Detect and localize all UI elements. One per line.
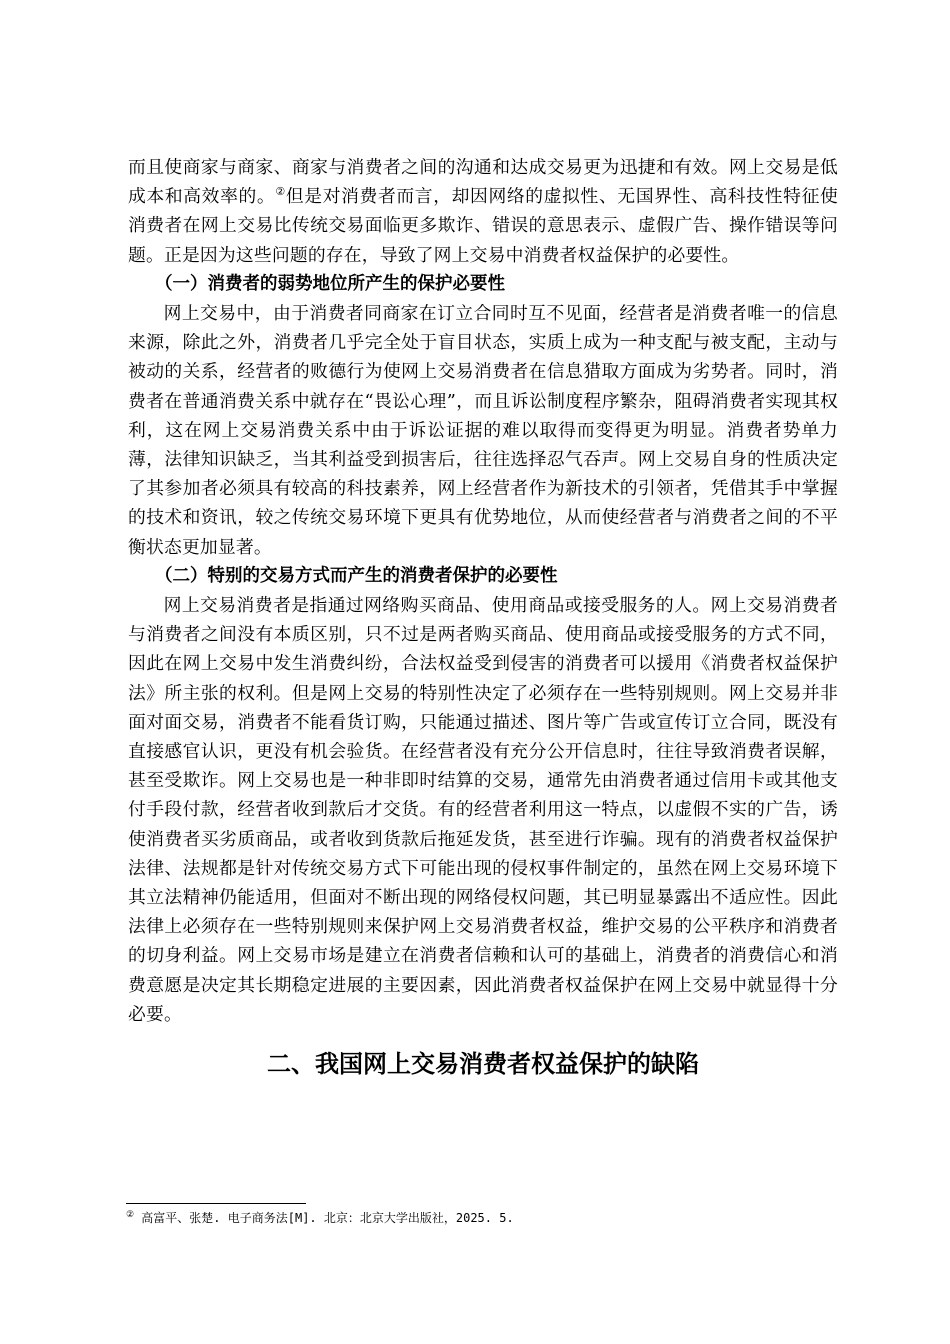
subheading-2: （二）特别的交易方式而产生的消费者保护的必要性 (155, 565, 558, 586)
body-paragraph-2: 网上交易消费者是指通过网络购买商品、使用商品或接受服务的人。网上交易消费者与消费者之间没有本质区别，只不过是两者购买商品、使用商品或接受服务的方式不同，因此在网上交易中发生消费纠纷，合法权益受到侵害的消费者可以援用《消费者权益保护法》所主张的权利。但是网上交易的特别性决定了必须存在一些特别规则。网上交易并非面对面交易，消费者不能看货订购，只能通过描述、图片等广告或宣传订立合同，既没有直接感官认识，更没有机会验货。在经营者没有充分公开信息时，往往导致消费者误解，甚至受欺诈。网上交易也是一种非即时结算的交易，通常先由消费者通过信用卡或其他支付手段付款，经营者收到款后才交货。有的经营者利用这一特点，以虚假不实的广告，诱使消费者买劣质商品，或者收到货款后拖延发货，甚至进行诈骗。现有的消费者权益保护法律、法规都是针对传统交易方式下可能出现的侵权事件制定的，虽然在网上交易环境下其立法精神仍能适用，但面对不断出现的网络侵权问题，其已明显暴露出不适应性。因此法律上必须存在一些特别规则来保护网上交易消费者权益，维护交易的公平秩序和消费者的切身利益。网上交易市场是建立在消费者信赖和认可的基础上，消费者的消费信心和消费意愿是决定其长期稳定进展的主要因素，因此消费者权益保护在网上交易中就显得十分必要。 (128, 595, 838, 1025)
footnote-mark: ② (126, 1210, 135, 1220)
document-body (128, 153, 838, 1081)
footnote (126, 1210, 514, 1226)
footnote-separator (126, 1203, 306, 1204)
footnote-text: 高富平、张楚. 电子商务法[M]. 北京：北京大学出版社，2025. 5. (134, 1211, 514, 1225)
intro-paragraph (128, 153, 838, 270)
intro-text-part2: 但是对消费者而言，却因网络的虚拟性、无国界性、高科技性特征使消费者在网上交易比传统交易面临更多欺诈、错误的意思表示、虚假广告、操作错误等问题。正是因为这些问题的存在，导致了网上交易中消费者权益保护的必要性。 (128, 186, 838, 266)
intro-text-part1: 而且使商家与商家、商家与消费者之间的沟通和达成交易更为迅捷和有效。网上交易是低成本和高效率的。 (128, 157, 838, 208)
footnote-reference[interactable]: ② (275, 185, 286, 199)
section-title: 二、我国网上交易消费者权益保护的缺陷 (267, 1050, 699, 1079)
subheading-1: （一）消费者的弱势地位所产生的保护必要性 (155, 273, 505, 294)
body-paragraph-1: 网上交易中，由于消费者同商家在订立合同时互不见面，经营者是消费者唯一的信息来源，除此之外，消费者几乎完全处于盲目状态，实质上成为一种支配与被支配，主动与被动的关系，经营者的败德行为使网上交易消费者在信息猎取方面成为劣势者。同时，消费者在普通消费关系中就存在“畏讼心理”，而且诉讼制度程序繁杂，阻碍消费者实现其权利，这在网上交易消费关系中由于诉讼证据的难以取得而变得更为明显。消费者势单力薄，法律知识缺乏，当其利益受到损害后，往往选择忍气吞声。网上交易自身的性质决定了其参加者必须具有较高的科技素养，网上经营者作为新技术的引领者，凭借其手中掌握的技术和资讯，较之传统交易环境下更具有优势地位，从而使经营者与消费者之间的不平衡状态更加显著。 (128, 303, 838, 558)
